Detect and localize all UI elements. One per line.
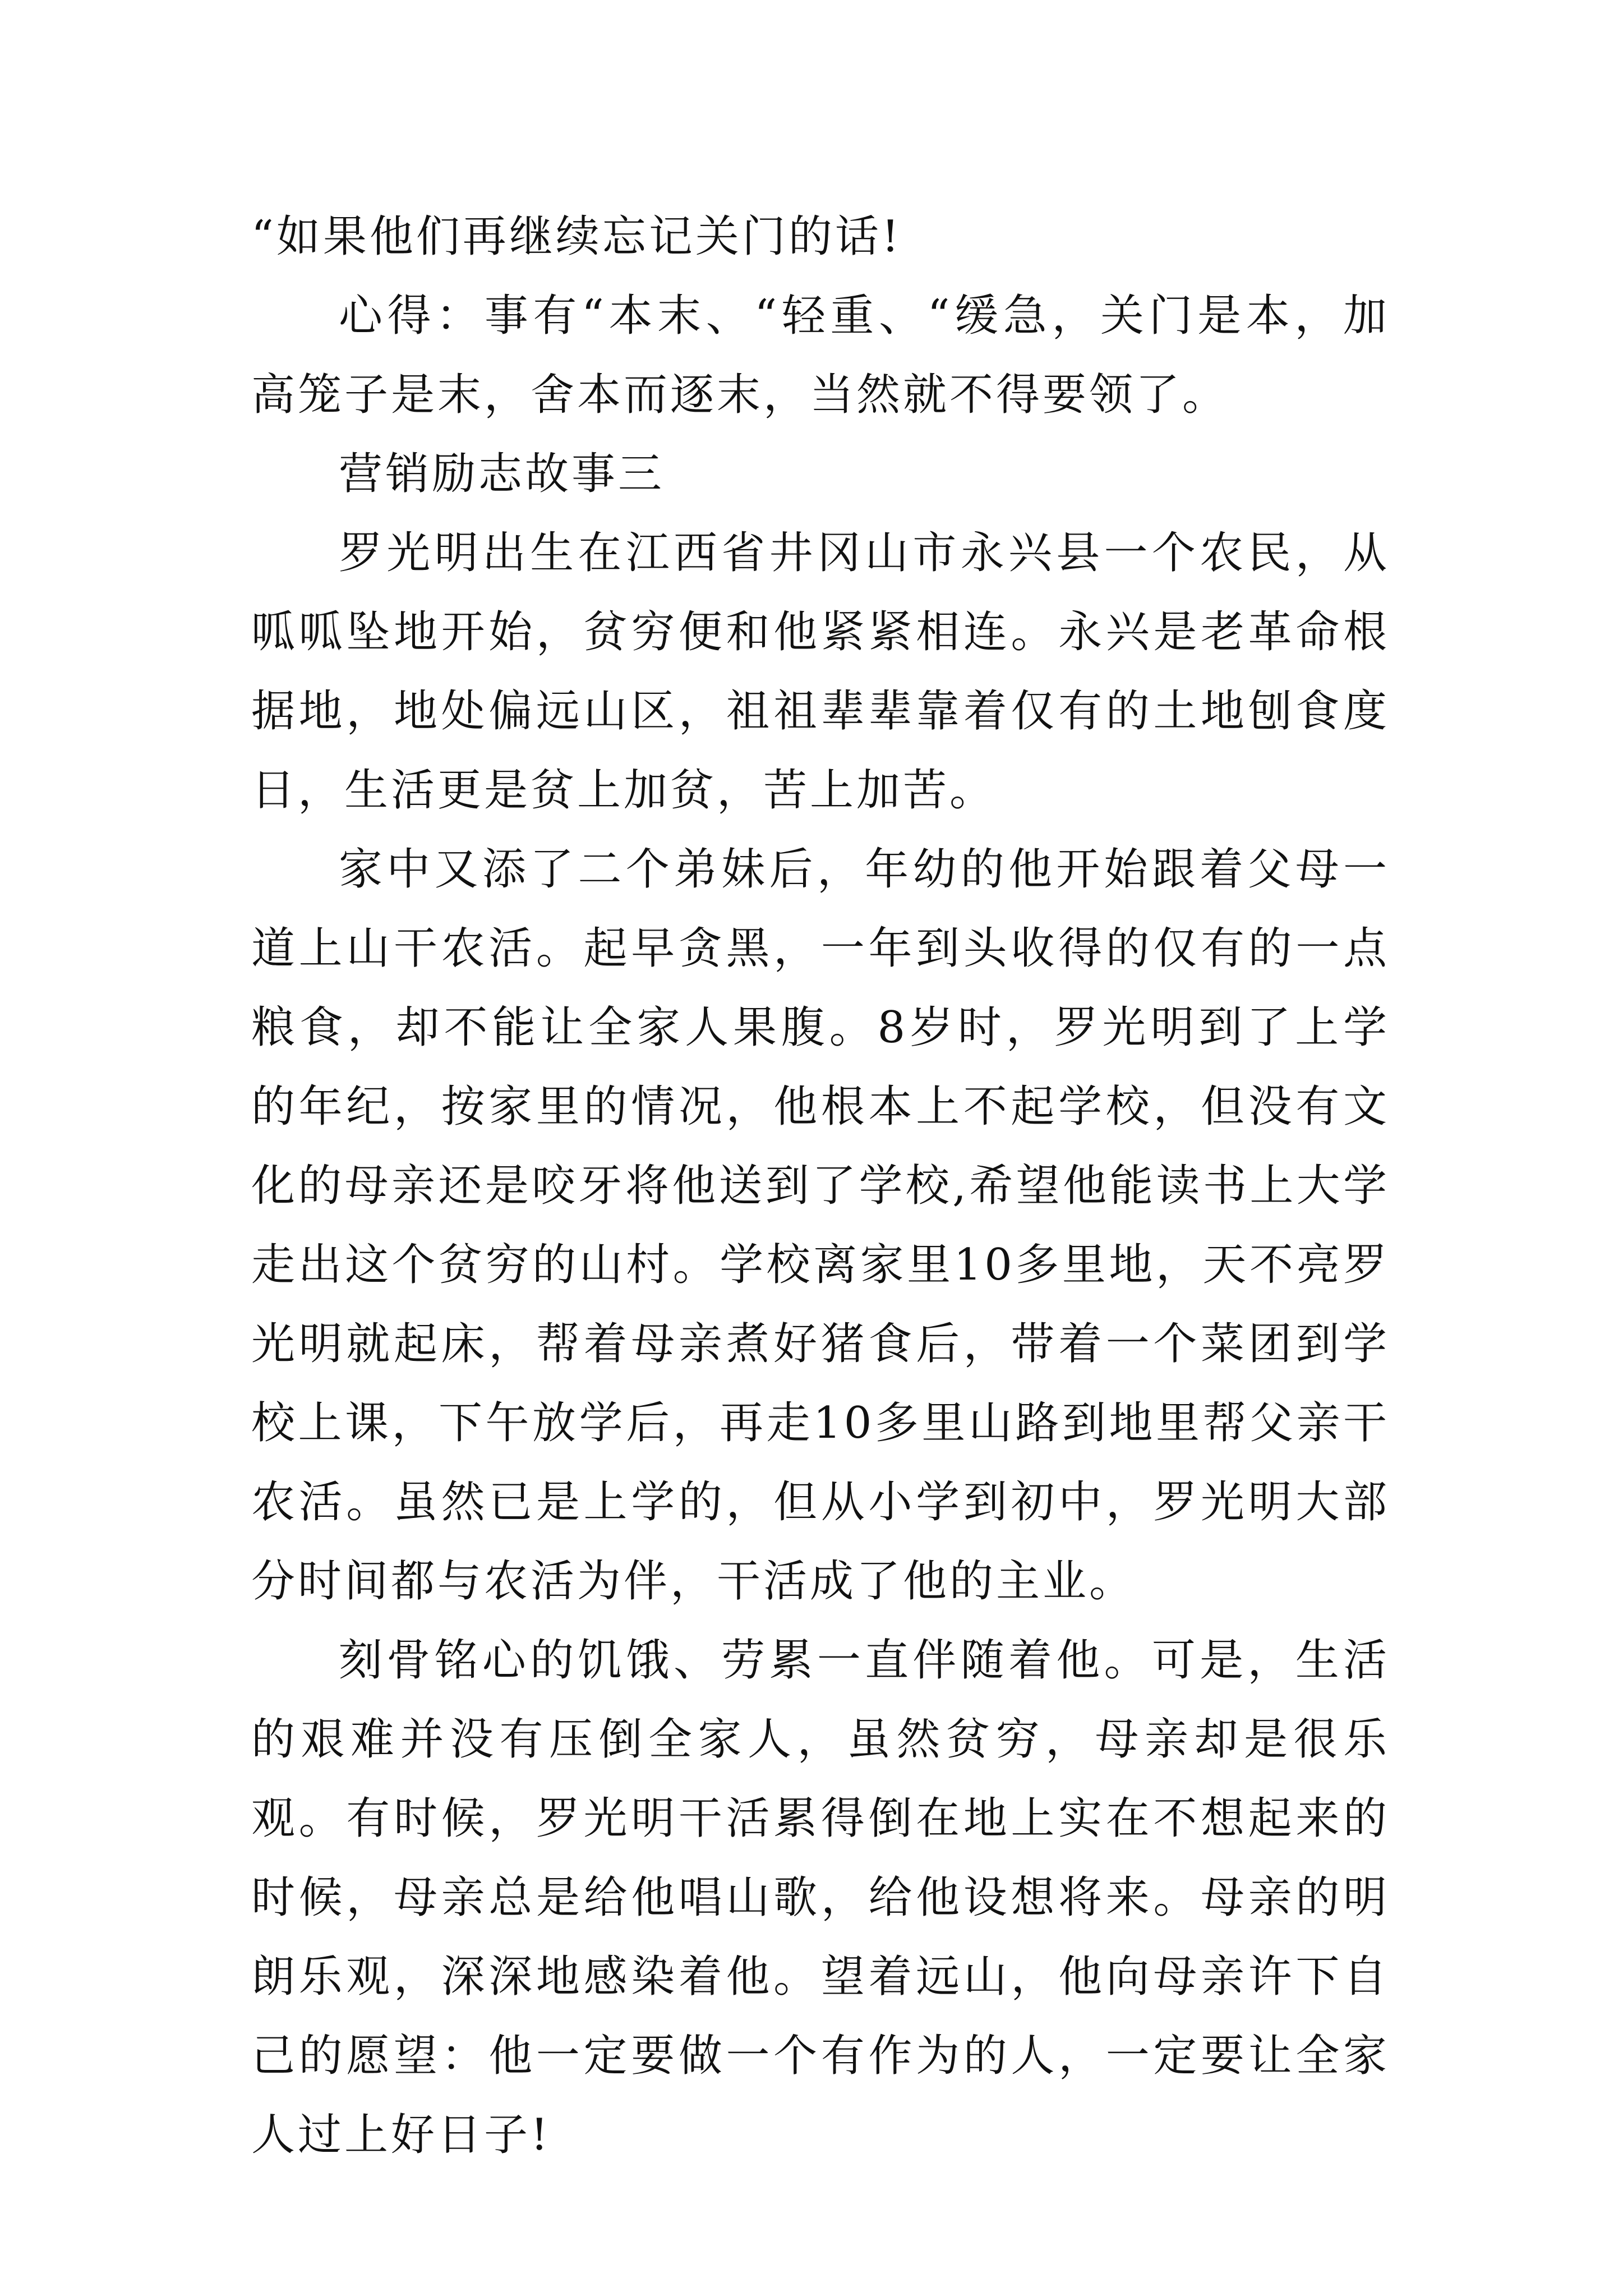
section-heading: 营销励志故事三: [339, 449, 665, 499]
paragraph-birth: 罗光明出生在江西省井冈山市永兴县一个农民，从呱呱坠地开始，贫穷便和他紧紧相连。永兴是老革命根据地，地处偏远山区，祖祖辈辈靠着仅有的土地刨食度日，生活更是贫上加贫，苦上加苦。: [251, 528, 1390, 816]
paragraph-mother: 刻骨铭心的饥饿、劳累一直伴随着他。可是，生活的艰难并没有压倒全家人，虽然贫穷，母亲却是很乐观。有时候，罗光明干活累得倒在地上实在不想起来的时候，母亲总是给他唱山歌，给他设想将来。母亲的明朗乐观，深深地感染着他。望着远山，他向母亲许下自己的愿望：他一定要做一个有作为的人，一定要让全家人过上好日子!: [251, 1635, 1390, 2160]
body-text: [251, 197, 1390, 2175]
paragraph-insight: 心得：事有“本末、“轻重、“缓急，关门是本，加高笼子是末，舍本而逐末，当然就不得要领了。: [251, 291, 1390, 420]
paragraph-childhood: 家中又添了二个弟妹后，年幼的他开始跟着父母一道上山干农活。起早贪黑，一年到头收得的仅有的一点粮食，却不能让全家人果腹。8岁时，罗光明到了上学的年纪，按家里的情况，他根本上不起学校，但没有文化的母亲还是咬牙将他送到了学校,希望他能读书上大学走出这个贫穷的山村。学校离家里10多里地，天不亮罗光明就起床，帮着母亲煮好猪食后，带着一个菜团到学校上课，下午放学后，再走10多里山路到地里帮父亲干农活。虽然已是上学的，但从小学到初中，罗光明大部分时间都与农活为伴，干活成了他的主业。: [251, 844, 1390, 1607]
paragraph-continuation: “如果他们再继续忘记关门的话!: [251, 211, 902, 262]
